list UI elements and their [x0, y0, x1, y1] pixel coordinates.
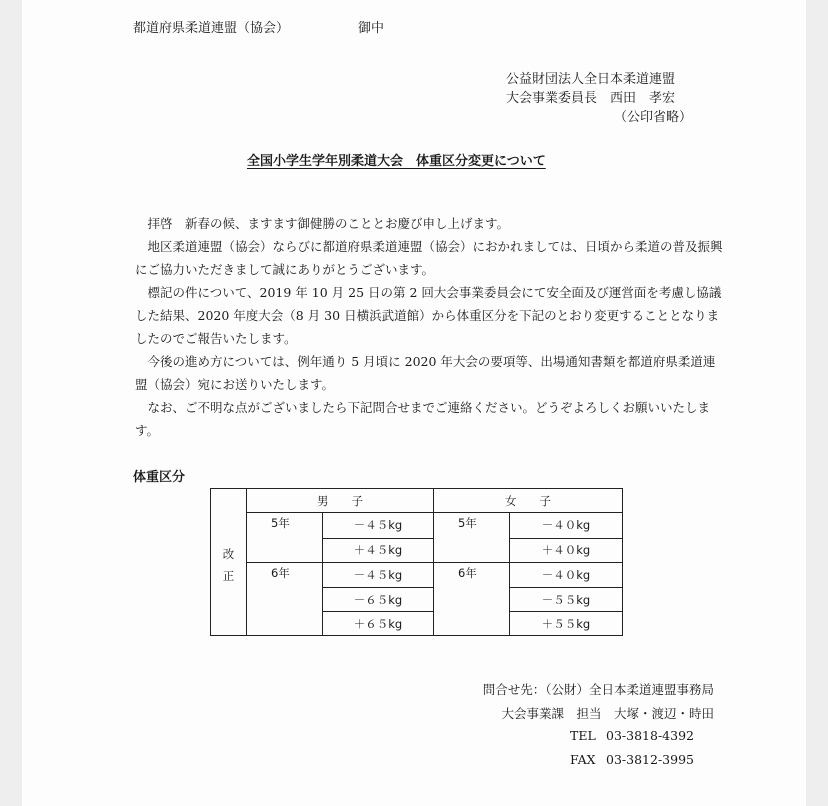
boys-grade5-weight: ＋４５kg [323, 538, 434, 562]
table-header-row [211, 489, 623, 513]
body-text [135, 212, 725, 442]
girls-grade6-blank [434, 612, 510, 636]
table-row [211, 612, 623, 636]
recipient-suffix: 御中 [358, 21, 385, 36]
girls-grade6-label: 6年 [434, 562, 510, 588]
paragraph-closing: なお、ご不明な点がございましたら下記問合せまでご連絡ください。どうぞよろしくお願いいたします。 [135, 400, 711, 438]
table-row [211, 562, 623, 588]
boys-grade6-blank [247, 612, 323, 636]
paragraph-subject: 標記の件について、2019 年 10 月 25 日の第 2 回大会事業委員会にて安全面及び運営面を考慮し協議した結果、2020 年度大会（8 月 30 日横浜武道館）から体重区分を下記のとおり変更することとなりましたのでご報告いたします。 [135, 285, 722, 346]
boys-grade6-weight: ＋６５kg [323, 612, 434, 636]
revision-label-kai: 改 [211, 513, 247, 563]
table-row [211, 588, 623, 612]
girls-grade5-blank [434, 538, 510, 562]
tel-number: 03-3818-4392 [606, 728, 694, 743]
girls-grade5-weight: －４０kg [510, 513, 623, 539]
boys-grade6-label: 6年 [247, 562, 323, 588]
girls-grade5-label: 5年 [434, 513, 510, 539]
girls-grade6-blank [434, 588, 510, 612]
girls-grade5-weight: ＋４０kg [510, 538, 623, 562]
boys-grade6-weight: －６５kg [323, 588, 434, 612]
boys-grade5-blank [247, 538, 323, 562]
boys-grade5-weight: －４５kg [323, 513, 434, 539]
girls-grade6-weight: ＋５５kg [510, 612, 623, 636]
table-row [211, 538, 623, 562]
recipient: 都道府県柔道連盟（協会） [133, 21, 290, 36]
seal-note: （公印省略） [614, 110, 693, 125]
contact-line-2: 大会事業課 担当 大塚・渡辺・時田 [501, 706, 714, 721]
girls-grade6-weight: －４０kg [510, 562, 623, 588]
paragraph-greeting: 拝啓 新春の候、ますます御健勝のこととお慶び申し上げます。 [147, 216, 510, 231]
girls-header: 女 子 [434, 489, 623, 513]
paragraph-schedule: 今後の進め方については、例年通り 5 月頃に 2020 年大会の要項等、出場通知書類を都道府県柔道連盟（協会）宛にお送りいたします。 [135, 354, 716, 392]
sender-person: 大会事業委員長 西田 孝宏 [506, 91, 676, 106]
document-title: 全国小学生学年別柔道大会 体重区分変更について [247, 154, 546, 169]
fax-number: 03-3812-3995 [606, 752, 694, 767]
revision-label-sei: 正 [211, 562, 247, 636]
fax-label: FAX [570, 752, 596, 767]
document-page [22, 0, 806, 806]
girls-grade6-weight: －５５kg [510, 588, 623, 612]
boys-grade5-label: 5年 [247, 513, 323, 539]
weight-section-heading: 体重区分 [133, 470, 186, 485]
contact-line-1: 問合せ先：（公財）全日本柔道連盟事務局 [482, 682, 714, 697]
boys-grade6-blank [247, 588, 323, 612]
weight-class-table [210, 488, 623, 636]
boys-grade6-weight: －４５kg [323, 562, 434, 588]
sender-organization: 公益財団法人全日本柔道連盟 [506, 72, 676, 87]
paragraph-thanks: 地区柔道連盟（協会）ならびに都道府県柔道連盟（協会）におかれましては、日頃から柔道の普及振興にご協力いただきまして誠にありがとうございます。 [135, 239, 723, 277]
boys-header: 男 子 [247, 489, 434, 513]
table-row [211, 513, 623, 539]
table-corner-cell [211, 489, 247, 513]
tel-label: TEL [570, 728, 596, 743]
